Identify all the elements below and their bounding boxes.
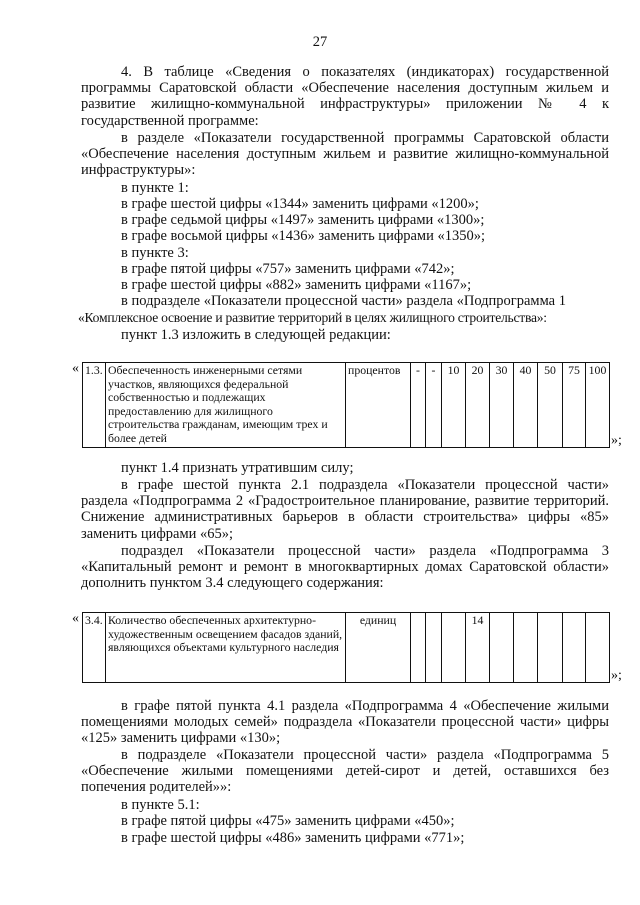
punkt-1-3-intro: пункт 1.3 изложить в следующей редакции: — [121, 327, 391, 343]
value-cell — [426, 613, 442, 683]
table-2-open-quote: « — [72, 611, 79, 626]
value-cell — [586, 613, 610, 683]
value-cell: 50 — [538, 363, 563, 448]
punkt-1-heading: в пункте 1: — [121, 180, 189, 196]
value-cell: - — [411, 363, 426, 448]
table-row — [83, 363, 610, 448]
page-number: 27 — [312, 34, 328, 50]
value-cell — [411, 613, 426, 683]
table-1-close-quote: »; — [611, 433, 622, 448]
row-number: 1.3. — [83, 363, 106, 448]
razdel-paragraph — [81, 130, 609, 179]
value-cell: 10 — [442, 363, 466, 448]
value-cell: 100 — [586, 363, 610, 448]
punkt-5-1-heading: в пункте 5.1: — [121, 797, 200, 813]
value-cell: 40 — [514, 363, 538, 448]
value-cell — [563, 613, 586, 683]
row-number: 3.4. — [83, 613, 106, 683]
razdel-text: в разделе «Показатели государственной программы Саратовской области «Обеспечение населения доступным жильем и развитие жилищно-коммунальной инфраструктуры»: — [81, 130, 609, 179]
value-cell — [490, 613, 514, 683]
unit-cell: единиц — [346, 613, 411, 683]
punkt-1-4-line: пункт 1.4 признать утратившим силу; — [121, 460, 354, 476]
indicator-table-2 — [82, 612, 610, 683]
podrazdel-1-line-a: в подразделе «Показатели процессной части» раздела «Подпрограмма 1 — [121, 293, 566, 309]
punkt-1-line-2: в графе седьмой цифры «1497» заменить цифрами «1300»; — [121, 212, 485, 228]
punkt-3-4-intro — [81, 543, 609, 592]
punkt-1-line-3: в графе восьмой цифры «1436» заменить цифрами «1350»; — [121, 228, 485, 244]
indicator-name: Обеспеченность инженерными сетями участков, являющихся федеральной собственностью и подлежащих предоставлению для жилищного строительства гражданам, имеющим трех и более детей — [106, 363, 346, 448]
indicator-table-1 — [82, 362, 610, 448]
punkt-3-line-1: в графе пятой цифры «757» заменить цифрами «742»; — [121, 261, 455, 277]
punkt-3-heading: в пункте 3: — [121, 245, 189, 261]
value-cell: 14 — [466, 613, 490, 683]
punkt-3-4-intro-text: подраздел «Показатели процессной части» раздела «Подпрограмма 3 «Капитальный ремонт и ремонт в многоквартирных домах Саратовской области» дополнить пунктом 3.4 следующего содержания: — [81, 543, 609, 592]
value-cell — [442, 613, 466, 683]
punkt-4-1-text: в графе пятой пункта 4.1 раздела «Подпрограмма 4 «Обеспечение жилыми помещениями молодых семей» подраздела «Показатели процессной части» цифры «125» заменить цифрами «130»; — [81, 698, 609, 747]
value-cell — [514, 613, 538, 683]
unit-cell: процентов — [346, 363, 411, 448]
punkt-4-1-paragraph — [81, 698, 609, 747]
punkt-2-1-text: в графе шестой пункта 2.1 подраздела «Показатели процессной части» раздела «Подпрограмма 2 «Градостроительное планирование, развитие территорий. Снижение административных барьеров в области строительства» цифры «85» заменить цифрами «65»; — [81, 477, 609, 542]
table-row — [83, 613, 610, 683]
punkt-5-1-line-1: в графе пятой цифры «475» заменить цифрами «450»; — [121, 813, 455, 829]
podrazdel-1-line-b: «Комплексное освоение и развитие территорий в целях жилищного строительства»: — [78, 310, 547, 325]
value-cell: 30 — [490, 363, 514, 448]
indicator-name: Количество обеспеченных архитектурно-художественным освещением фасадов зданий, являющихся объектами культурного наследия — [106, 613, 346, 683]
punkt-1-line-1: в графе шестой цифры «1344» заменить цифрами «1200»; — [121, 196, 479, 212]
podprogramma-5-paragraph — [81, 747, 609, 796]
section-4-intro — [81, 64, 609, 129]
section-4-intro-text: 4. В таблице «Сведения о показателях (индикаторах) государственной программы Саратовской области «Обеспечение населения доступным жильем и развитие жилищно-коммунальной инфраструктуры» приложении № 4 к государственной программе: — [81, 64, 609, 129]
table-2-close-quote: »; — [611, 668, 622, 683]
table-1-open-quote: « — [72, 361, 79, 376]
punkt-2-1-paragraph — [81, 477, 609, 542]
punkt-3-line-2: в графе шестой цифры «882» заменить цифрами «1167»; — [121, 277, 472, 293]
value-cell — [538, 613, 563, 683]
value-cell: 20 — [466, 363, 490, 448]
punkt-5-1-line-2: в графе шестой цифры «486» заменить цифрами «771»; — [121, 830, 465, 846]
value-cell: - — [426, 363, 442, 448]
value-cell: 75 — [563, 363, 586, 448]
podprogramma-5-text: в подразделе «Показатели процессной части» раздела «Подпрограмма 5 «Обеспечение жилыми помещениями детей-сирот и детей, оставшихся без попечения родителей»»: — [81, 747, 609, 796]
